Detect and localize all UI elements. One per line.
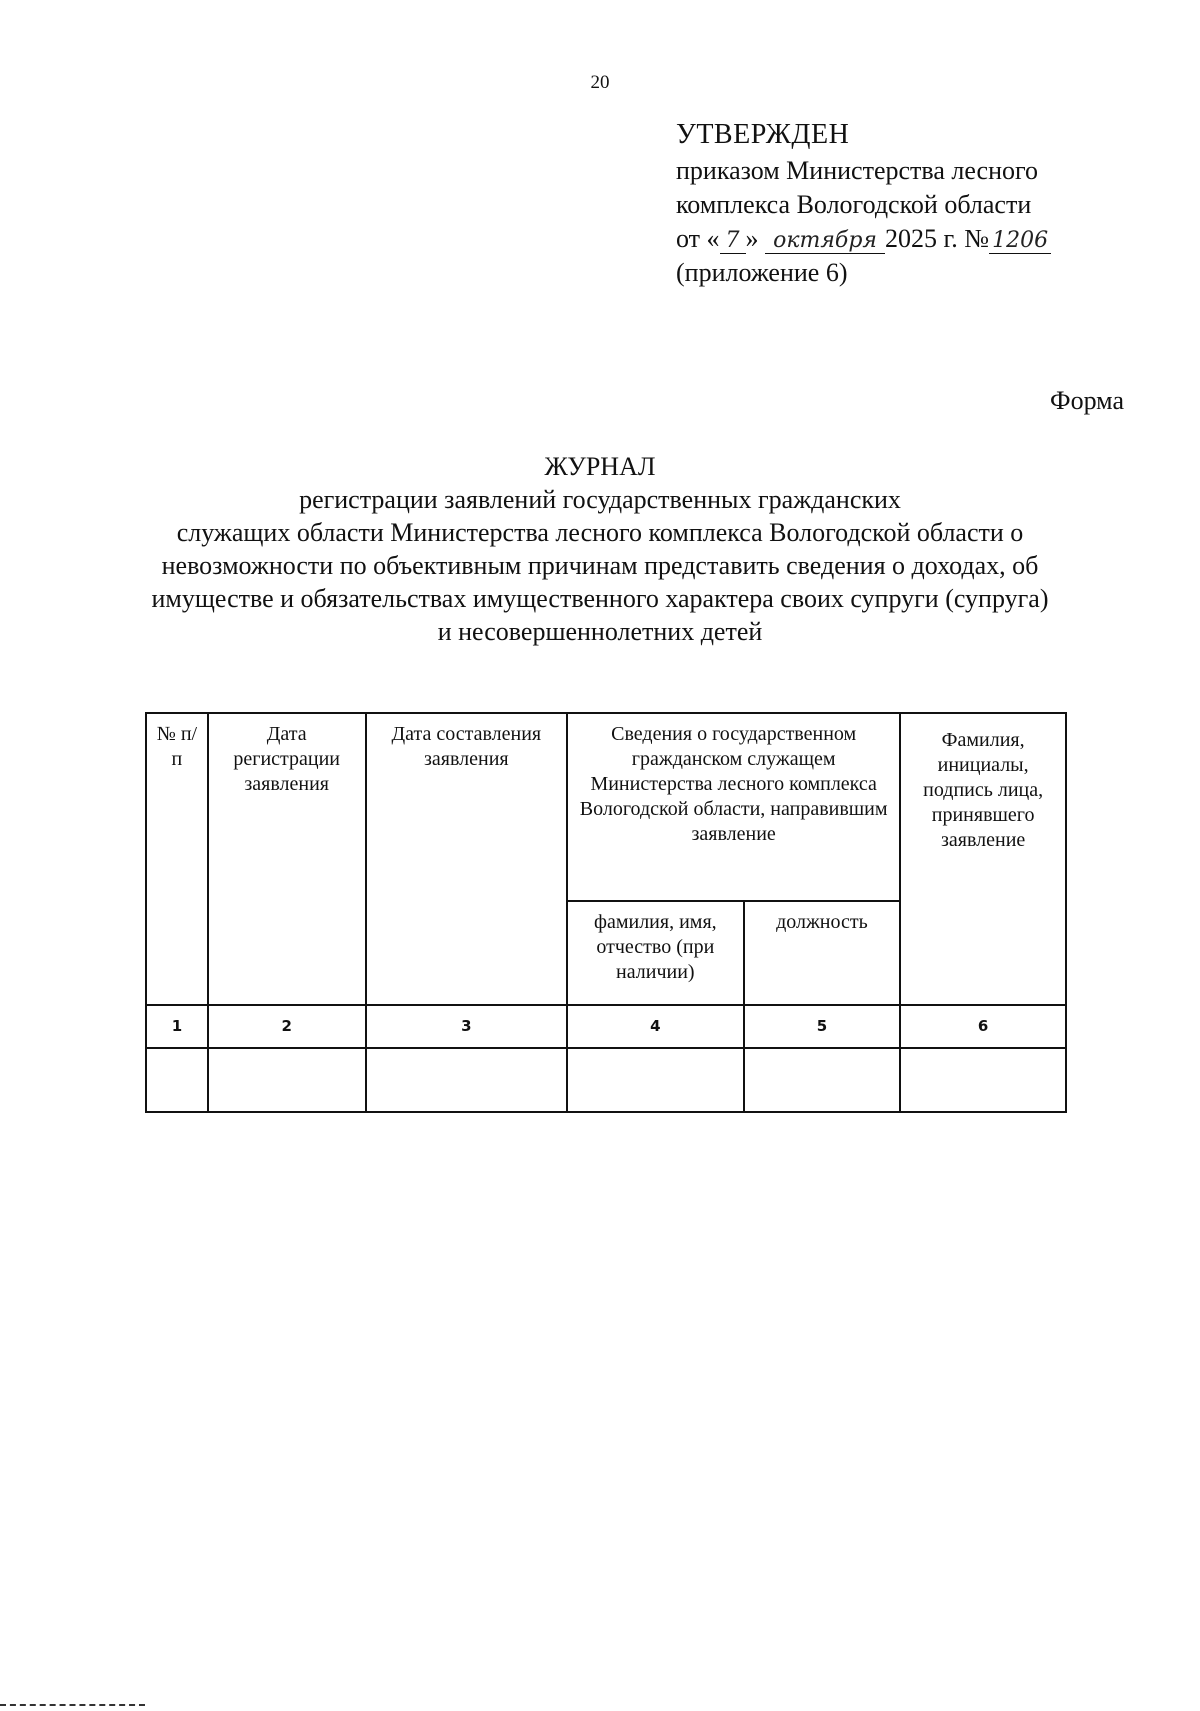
empty-cell <box>744 1048 901 1112</box>
form-label: Форма <box>1050 386 1124 415</box>
approval-line-1: приказом Министерства лесного <box>676 156 1038 185</box>
column-number: 6 <box>900 1005 1066 1048</box>
footer-divider <box>0 1704 145 1706</box>
column-number: 5 <box>744 1005 901 1048</box>
handwritten-day: 7 <box>720 229 746 254</box>
header-registration-date: Дата регистрации заявления <box>208 713 366 1005</box>
empty-cell <box>366 1048 568 1112</box>
column-number: 2 <box>208 1005 366 1048</box>
date-prefix: от « <box>676 224 720 253</box>
column-number: 4 <box>567 1005 744 1048</box>
header-employee-info: Сведения о государственном гражданском служащем Министерства лесного комплекса Вологодской области, направившим заявление <box>567 713 900 901</box>
header-number: № п/п <box>146 713 208 1005</box>
approval-title: УТВЕРЖДЕН <box>676 119 850 150</box>
empty-entry-row <box>146 1048 1066 1112</box>
empty-cell <box>146 1048 208 1112</box>
handwritten-month: октября <box>765 229 885 254</box>
title-line: и несовершеннолетних детей <box>437 617 763 646</box>
header-position: должность <box>744 901 901 1005</box>
column-numbers-row <box>146 1005 1066 1048</box>
appendix-label: (приложение 6) <box>676 258 848 287</box>
approval-block <box>676 118 1051 290</box>
title-heading: ЖУРНАЛ <box>544 452 656 481</box>
empty-cell <box>900 1048 1066 1112</box>
approval-line-2: комплекса Вологодской области <box>676 190 1032 219</box>
header-receiver: Фамилия, инициалы, подпись лица, принявшего заявление <box>900 713 1066 1005</box>
title-line: имуществе и обязательствах имущественного характера своих супруги (супруга) <box>151 584 1049 613</box>
header-row <box>146 713 1066 901</box>
year-and-number-label: 2025 г. № <box>885 224 990 253</box>
column-number: 1 <box>146 1005 208 1048</box>
title-line: служащих области Министерства лесного комплекса Вологодской области о <box>176 518 1024 547</box>
empty-cell <box>567 1048 744 1112</box>
empty-cell <box>208 1048 366 1112</box>
title-line: регистрации заявлений государственных гражданских <box>299 485 901 514</box>
handwritten-order-number: 1206 <box>989 229 1051 254</box>
page-number: 20 <box>590 72 610 93</box>
document-title <box>100 450 1100 648</box>
header-compilation-date: Дата составления заявления <box>366 713 568 1005</box>
column-number: 3 <box>366 1005 568 1048</box>
approval-date-line <box>676 222 1051 256</box>
date-quote-close: » <box>745 224 759 253</box>
header-full-name: фамилия, имя, отчество (при наличии) <box>567 901 744 1005</box>
title-line: невозможности по объективным причинам представить сведения о доходах, об <box>161 551 1039 580</box>
journal-table <box>145 712 1067 1113</box>
